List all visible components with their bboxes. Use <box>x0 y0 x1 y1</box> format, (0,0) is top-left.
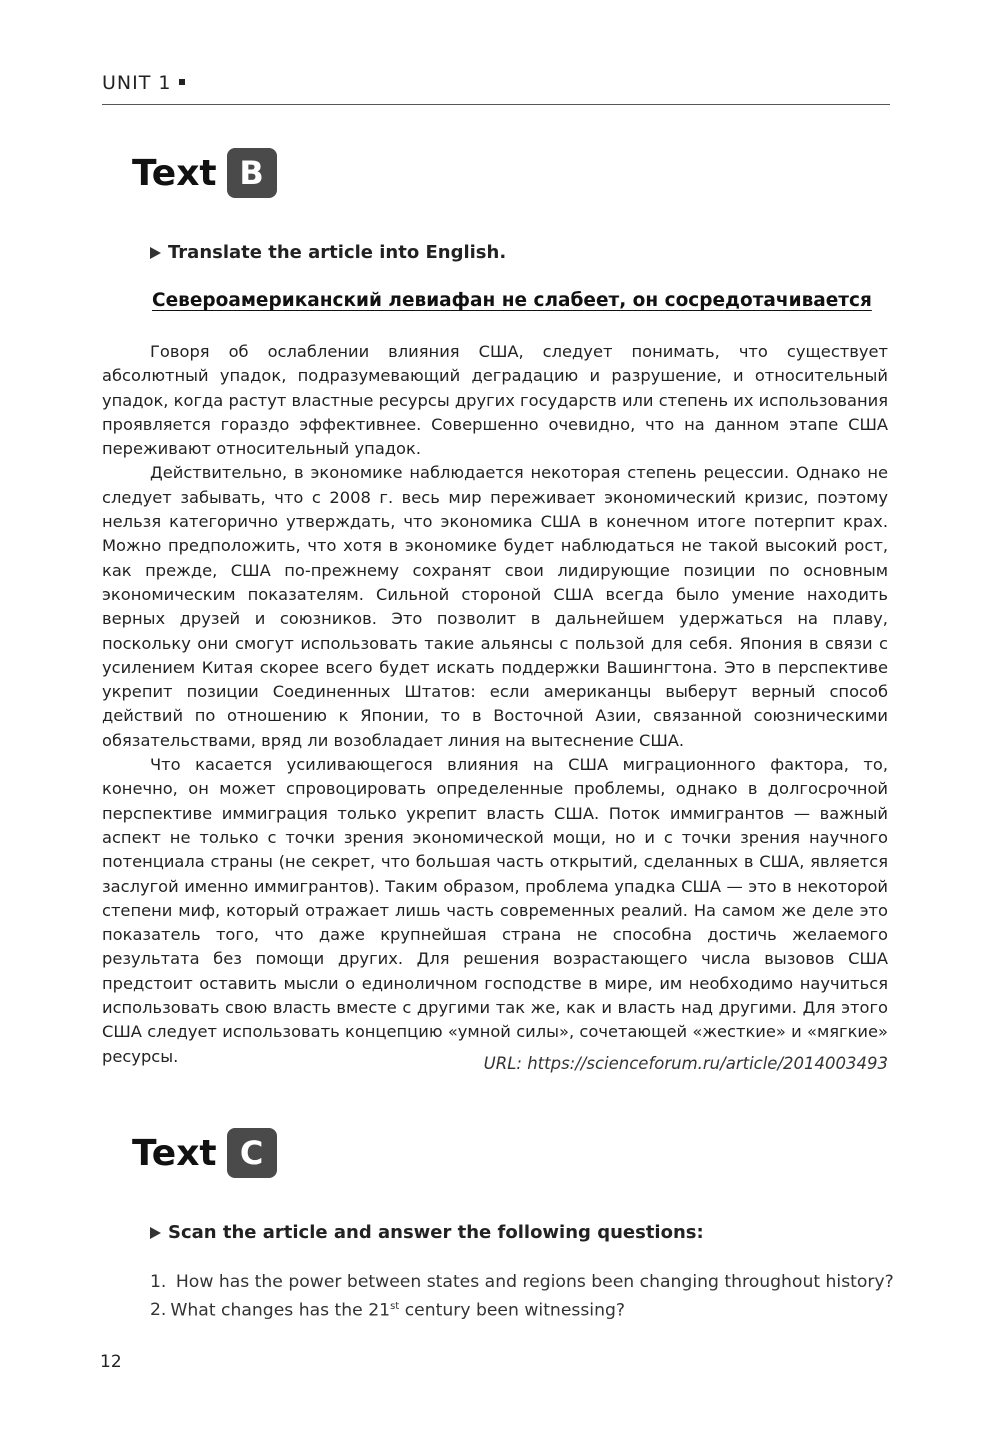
question-text: How has the power between states and regions been changing throughout history? <box>175 1272 894 1292</box>
source-url: URL: https://scienceforum.ru/article/2014003493 <box>483 1054 888 1073</box>
text-c-letter-badge: C <box>227 1128 277 1178</box>
unit-header <box>102 72 185 94</box>
question-text: What changes has the 21 <box>170 1300 391 1321</box>
text-b-word: Text <box>132 152 217 194</box>
paragraph: Что касается усиливающегося влияния на США миграционного фактора, то, конечно, он может спровоцировать определенные проблемы, однако в долгосрочной перспективе иммиграция только укрепит власть США. Поток иммигрантов — важный аспект не только с точки зрения экономической мощи, но и с точки зрения научного потенциала страны (не секрет, что большая часть открытий, сделанных в США, является заслугой именно иммигрантов). Таким образом, проблема упадка США — это в некоторой степени миф, который отражает лишь часть современных реалий. На самом же деле это показатель того, что даже крупнейшая страна не способна достичь желаемого результата без помощи других. Для решения возрастающего числа вызовов США предстоит оставить мысли о единоличном господстве в мире, им необходимо научиться использовать свою власть вместе с другими так же, как и власть над другими. Для этого США следует использовать концепцию «умной силы», сочетающей «жесткие» и «мягкие» ресурсы. <box>102 755 888 1066</box>
text-c-task <box>150 1222 704 1243</box>
text-c-task-label: Scan the article and answer the following questions: <box>168 1222 704 1243</box>
text-b-heading <box>132 148 277 198</box>
triangle-arrow-icon <box>150 247 161 259</box>
article-title: Североамериканский левиафан не слабеет, он сосредотачивается <box>152 290 872 311</box>
text-b-task <box>150 242 506 263</box>
article-body <box>102 340 888 1069</box>
text-b-letter-badge: B <box>227 148 277 198</box>
question-item <box>150 1270 894 1295</box>
question-text-end: century been witnessing? <box>399 1300 626 1321</box>
page-number: 12 <box>100 1352 122 1372</box>
square-bullet-icon <box>179 79 185 85</box>
question-number: 1. <box>150 1272 167 1292</box>
text-b-task-label: Translate the article into English. <box>168 242 507 263</box>
text-c-word: Text <box>132 1132 217 1174</box>
question-item <box>150 1295 894 1323</box>
question-list <box>150 1270 894 1323</box>
unit-label: UNIT 1 <box>102 72 172 94</box>
triangle-arrow-icon <box>150 1227 161 1239</box>
question-number: 2. <box>150 1300 167 1321</box>
paragraph: Действительно, в экономике наблюдается некоторая степень рецессии. Однако не следует забывать, что с 2008 г. весь мир переживает экономический кризис, поэтому нельзя категорично утверждать, что экономика США в конечном итоге потерпит крах. Можно предположить, что хотя в экономике будет наблюдаться не такой высокий рост, как прежде, США по-прежнему сохранят свои лидирующие позиции по основным экономическим показателям. Сильной стороной США всегда было умение находить верных друзей и союзников. Это позволит в дальнейшем удержаться на плаву, поскольку они смогут использовать такие альянсы с пользой для себя. Япония в связи с усилением Китая скорее всего будет искать поддержки Вашингтона. Это в перспективе укрепит позиции Соединенных Штатов: если американцы выберут верный способ действий по отношению к Японии, то в Восточной Азии, связанной союзническими обязательствами, вряд ли возобладает линия на вытеснение США. <box>102 463 888 750</box>
ordinal-suffix: st <box>390 1300 400 1312</box>
header-rule <box>102 104 890 105</box>
text-c-heading <box>132 1128 277 1178</box>
paragraph: Говоря об ослаблении влияния США, следует понимать, что существует абсолютный упадок, подразумевающий деградацию и разрушение, и относительный упадок, когда растут властные ресурсы других государств или степень их использования проявляется гораздо эффективнее. Совершенно очевидно, что на данном этапе США переживают относительный упадок. <box>102 342 888 459</box>
